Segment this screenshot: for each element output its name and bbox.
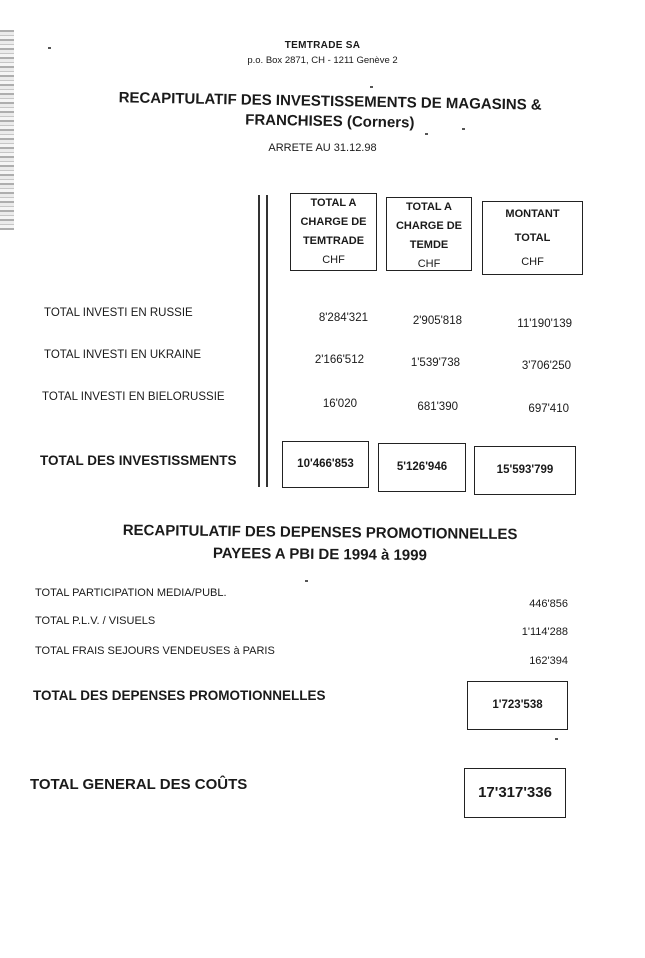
total-promotions-label: TOTAL DES DEPENSES PROMOTIONNELLES xyxy=(33,688,326,703)
total-investments-total: 15'593'799 xyxy=(474,446,576,495)
value-russia-temtrade: 8'284'321 xyxy=(318,312,368,324)
table-divider-left xyxy=(258,195,260,487)
promotions-title-line1: RECAPITULATIF DES DEPENSES PROMOTIONNELLES xyxy=(122,521,518,544)
report-date: ARRETE AU 31.12.98 xyxy=(268,142,377,154)
column-header-temtrade xyxy=(290,193,377,271)
total-investments-label: TOTAL DES INVESTISSMENTS xyxy=(40,453,237,468)
investments-title-line1: RECAPITULATIF DES INVESTISSEMENTS DE MAGASINS & xyxy=(118,89,542,114)
value-ukraine-total: 3'706'250 xyxy=(521,360,571,372)
row-label-belarus: TOTAL INVESTI EN BIELORUSSIE xyxy=(42,391,225,403)
column-header-line1: TOTAL A xyxy=(310,197,357,209)
promo-label-sejours: TOTAL FRAIS SEJOURS VENDEUSES à PARIS xyxy=(35,645,275,657)
column-header-line3: TOTAL xyxy=(514,232,551,244)
investments-title-line2: FRANCHISES (Corners) xyxy=(245,111,415,132)
value-belarus-temde: 681'390 xyxy=(417,401,458,413)
total-investments-temtrade: 10'466'853 xyxy=(282,441,369,488)
table-divider-right xyxy=(266,195,268,487)
value-belarus-total: 697'410 xyxy=(528,403,569,415)
column-header-line3: TEMDE xyxy=(409,239,449,251)
grand-total-label: TOTAL GENERAL DES COÛTS xyxy=(30,776,248,793)
investments-title xyxy=(60,87,601,136)
row-label-ukraine: TOTAL INVESTI EN UKRAINE xyxy=(44,349,201,361)
column-header-line2: CHARGE DE xyxy=(395,220,462,232)
scan-speck xyxy=(425,133,428,135)
scan-speck xyxy=(48,47,51,49)
value-russia-temde: 2'905'818 xyxy=(412,315,462,327)
promo-label-plv: TOTAL P.L.V. / VISUELS xyxy=(35,615,156,627)
column-header-temde xyxy=(386,197,472,271)
promotions-title-line2: PAYEES A PBI DE 1994 à 1999 xyxy=(212,544,427,565)
scan-speck xyxy=(305,580,308,582)
company-name: TEMTRADE SA xyxy=(284,40,361,51)
column-header-currency: CHF xyxy=(322,254,345,266)
promo-value-sejours: 162'394 xyxy=(529,655,568,667)
value-russia-total: 11'190'139 xyxy=(517,318,572,330)
promotions-title xyxy=(70,519,570,568)
column-header-line1: TOTAL A xyxy=(405,201,453,213)
scan-speck xyxy=(462,128,465,130)
column-header-line3: TEMTRADE xyxy=(302,235,365,247)
value-ukraine-temtrade: 2'166'512 xyxy=(314,354,364,366)
column-header-currency: CHF xyxy=(521,256,544,268)
promo-value-plv: 1'114'288 xyxy=(521,626,568,638)
value-ukraine-temde: 1'539'738 xyxy=(410,357,460,369)
total-promotions-value: 1'723'538 xyxy=(467,681,568,730)
promo-value-media: 446'856 xyxy=(529,598,568,610)
promo-label-media: TOTAL PARTICIPATION MEDIA/PUBL. xyxy=(35,587,227,599)
grand-total-value: 17'317'336 xyxy=(464,768,566,818)
column-header-line1: MONTANT xyxy=(505,208,560,220)
scan-speck xyxy=(370,86,373,88)
column-header-currency: CHF xyxy=(417,258,441,270)
total-investments-temde: 5'126'946 xyxy=(378,443,466,492)
company-address: p.o. Box 2871, CH - 1211 Genève 2 xyxy=(247,55,398,66)
scan-speck xyxy=(555,738,558,740)
value-belarus-temtrade: 16'020 xyxy=(322,398,357,410)
column-header-line2: CHARGE DE xyxy=(300,216,367,228)
column-header-total xyxy=(482,201,583,275)
row-label-russia: TOTAL INVESTI EN RUSSIE xyxy=(44,307,193,319)
